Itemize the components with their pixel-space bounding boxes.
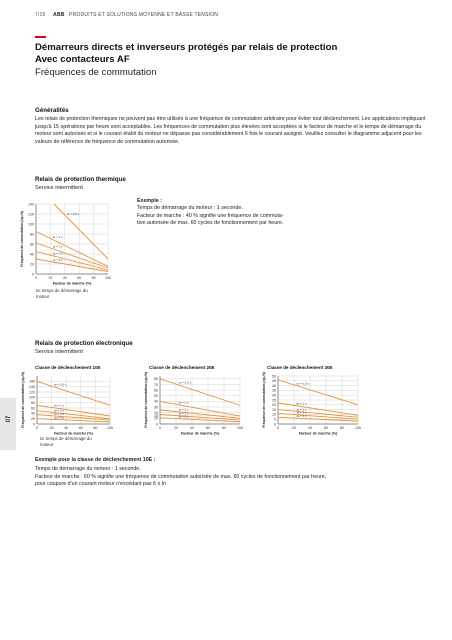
series-label: ta = 3 s — [52, 251, 63, 256]
y-tick-label: 70 — [154, 382, 158, 387]
y-tick-label: 60 — [30, 242, 34, 247]
class10-chart — [20, 372, 120, 438]
y-tick-label: 40 — [272, 383, 276, 388]
y-tick-label: 45 — [272, 379, 276, 384]
x-axis-label: Facteur de marche (%) — [54, 431, 93, 436]
y-tick-label: 80 — [31, 400, 35, 405]
y-tick-label: 15 — [154, 413, 158, 418]
chart-title-10e: Classe de déclenchement 10E — [35, 365, 101, 370]
electronic-heading: Relais de protection électronique — [35, 340, 133, 347]
series-label: ta = 3 s — [296, 410, 307, 415]
page-header — [35, 12, 218, 18]
thermal-chart — [20, 196, 115, 291]
x-tick-label: 80 — [340, 426, 344, 430]
y-axis-label: Fréquence de commutation (op./h) — [20, 211, 24, 267]
y-axis-label: Fréquence de commutation (op./h) — [144, 372, 148, 428]
accent-bar — [35, 36, 46, 38]
electronic-note — [40, 436, 92, 447]
y-tick-label: 20 — [272, 403, 276, 408]
y-tick-label: 35 — [272, 388, 276, 393]
y-tick-label: 50 — [154, 394, 158, 399]
title-line-2: Avec contacteurs AF — [35, 54, 130, 65]
series-label: ta = 1 s — [54, 403, 64, 408]
thermal-note-line-2: moteur — [36, 293, 50, 299]
series-label: ta = 5 s — [178, 414, 189, 419]
series-label: ta = 5 s — [54, 415, 64, 420]
series-label: ta = 5 s — [296, 414, 307, 419]
series-label: ta = 1 s — [52, 235, 63, 240]
series-line — [37, 381, 110, 405]
y-tick-label: 100 — [29, 395, 35, 400]
y-tick-label: 40 — [30, 252, 34, 257]
electronic-note-line-1: ta: temps de démarrage du — [40, 436, 92, 441]
y-tick-label: 60 — [31, 406, 35, 411]
x-tick-label: 0 — [277, 426, 279, 430]
y-tick-label: 30 — [154, 405, 158, 410]
y-tick-label: 0 — [274, 422, 276, 427]
y-tick-label: 5 — [274, 417, 276, 422]
x-tick-label: 40 — [64, 426, 69, 430]
y-tick-label: 25 — [272, 398, 276, 403]
x-tick-label: 0 — [35, 276, 37, 280]
brand-name: ABB — [53, 12, 65, 18]
class20-chart — [140, 372, 250, 438]
y-tick-label: 0 — [33, 422, 35, 427]
page-number: 7/28 — [35, 12, 46, 18]
side-tab-label: 07 — [6, 415, 12, 423]
generalites-text: Les relais de protection thermiques ne peuvent pas être utilisés à une fréquence de commutation arbitraire pour éviter tout déclenchement. Les applications impliquant jusqu'à 15 opérations par heure sont acceptables. Les fréquences de commutation plus élevées sont acceptées si le facteur de marche et le temps de démarrage du moteur sont autorisés et si le courant établi du moteur ne dépasse pas considérablement 6 fois le courant assigné. Veuillez consulter le diagramme adjacent pour les valeurs de référence de fréquence de commutation autorisée. — [35, 116, 426, 145]
y-tick-label: 80 — [30, 232, 34, 237]
page-title — [35, 42, 435, 79]
x-tick-label: 60 — [206, 426, 210, 430]
x-axis-label: Facteur de marche (%) — [52, 281, 92, 286]
x-tick-label: 0 — [159, 426, 161, 430]
series-label: ta = 0,5 s — [178, 380, 192, 385]
title-line-1: Démarreurs directs et inverseurs protégés par relais de protection — [35, 42, 338, 53]
series-label: ta = 3 s — [178, 411, 189, 416]
series-label: ta = 2 s — [52, 244, 63, 249]
x-tick-label: 100 — [237, 426, 243, 430]
title-line-3: Fréquences de commutation — [35, 67, 157, 78]
x-tick-label: 20 — [48, 276, 53, 280]
x-tick-label: 100 — [107, 426, 113, 430]
electronic-example-line-1: Temps de démarrage du moteur : 1 seconde. — [35, 466, 141, 473]
x-tick-label: 20 — [174, 426, 178, 430]
y-tick-label: 40 — [154, 399, 158, 404]
y-tick-label: 50 — [272, 374, 276, 379]
electronic-example-title: Exemple pour la classe de déclenchement 10E : — [35, 457, 156, 463]
y-tick-label: 30 — [272, 393, 276, 398]
x-tick-label: 60 — [324, 426, 328, 430]
series-label: ta = 0,5 s — [54, 382, 67, 387]
section-name: PRODUITS ET SOLUTIONS MOYENNE ET BASSE TENSION — [69, 12, 219, 18]
series-label: ta = 1 s — [178, 400, 189, 405]
class30-chart — [258, 372, 368, 438]
y-tick-label: 10 — [272, 412, 276, 417]
thermal-example-line-2: Facteur de marche : 40 % signifie une fréquence de commuta- — [137, 212, 284, 219]
y-tick-label: 60 — [154, 388, 158, 393]
axes — [37, 376, 110, 424]
y-tick-label: 20 — [154, 411, 158, 416]
electronic-subheading: Service intermittent — [35, 349, 83, 355]
series-label: ta = 5 s — [52, 257, 63, 262]
y-tick-label: 80 — [154, 377, 158, 382]
x-tick-label: 40 — [308, 426, 312, 430]
x-tick-label: 100 — [355, 426, 361, 430]
y-tick-label: 10 — [154, 416, 158, 421]
series-label: ta = 2 s — [54, 408, 64, 413]
y-tick-label: 40 — [31, 411, 35, 416]
series-line — [36, 243, 108, 268]
x-tick-label: 60 — [77, 276, 82, 280]
thermal-note — [36, 288, 88, 299]
x-tick-label: 40 — [190, 426, 194, 430]
thermal-example — [137, 198, 337, 228]
x-tick-label: 100 — [105, 276, 111, 280]
series-line — [278, 380, 358, 405]
y-tick-label: 120 — [29, 390, 35, 395]
y-tick-label: 100 — [28, 222, 34, 227]
x-tick-label: 60 — [78, 426, 83, 430]
y-tick-label: 140 — [28, 202, 34, 207]
x-tick-label: 40 — [62, 276, 67, 280]
y-tick-label: 0 — [32, 272, 34, 277]
x-tick-label: 80 — [93, 426, 98, 430]
series-label: ta = 1 s — [296, 401, 307, 406]
x-axis-label: Facteur de marche (%) — [180, 431, 220, 436]
side-tab — [0, 398, 16, 450]
y-tick-label: 20 — [30, 262, 34, 267]
y-tick-label: 0 — [156, 422, 158, 427]
thermal-example-line-1: Temps de démarrage du moteur : 1 seconde. — [137, 205, 243, 212]
x-tick-label: 80 — [91, 276, 96, 280]
series-label: ta = 3 s — [54, 411, 64, 416]
x-tick-label: 20 — [292, 426, 296, 430]
thermal-note-line-1: ta: temps de démarrage du — [36, 288, 88, 293]
y-tick-label: 120 — [28, 212, 34, 217]
x-axis-label: Facteur de marche (%) — [298, 431, 338, 436]
series-label: ta = 0,5 s — [296, 381, 310, 386]
series-label: ta = 2 s — [296, 407, 307, 412]
chart-title-30e: Classe de déclenchement 30E — [267, 365, 333, 370]
y-tick-label: 20 — [31, 416, 35, 421]
electronic-example-line-3: pour coupure d'un courant moteur n'excédant pas 6 x In — [35, 481, 166, 488]
y-tick-label: 140 — [29, 384, 35, 389]
thermal-subheading: Service intermittent — [35, 185, 83, 191]
y-tick-label: 15 — [272, 407, 276, 412]
series-label: ta = 2 s — [178, 407, 189, 412]
series-label: ta = 0,5 s — [66, 212, 80, 217]
y-tick-label: 160 — [29, 379, 35, 384]
x-tick-label: 0 — [36, 426, 38, 430]
x-tick-label: 20 — [49, 426, 54, 430]
thermal-heading: Relais de protection thermique — [35, 176, 126, 183]
electronic-example — [35, 457, 435, 489]
x-tick-label: 80 — [222, 426, 226, 430]
generalites-heading: Généralités — [35, 107, 69, 114]
chart-title-20e: Classe de déclenchement 20E — [149, 365, 215, 370]
thermal-example-title: Exemple : — [137, 198, 163, 204]
thermal-example-line-3: tion autorisée de max. 60 cycles de fonctionnement par heure. — [137, 220, 284, 227]
y-axis-label: Fréquence de commutation (op./h) — [21, 372, 25, 428]
electronic-example-line-2: Facteur de marche : 60 % signifie une fréquence de commutation autorisée de max. 60 cycles de fonctionnement par heure, — [35, 473, 327, 480]
y-axis-label: Fréquence de commutation (op./h) — [262, 372, 266, 428]
electronic-note-line-2: moteur — [40, 441, 54, 447]
